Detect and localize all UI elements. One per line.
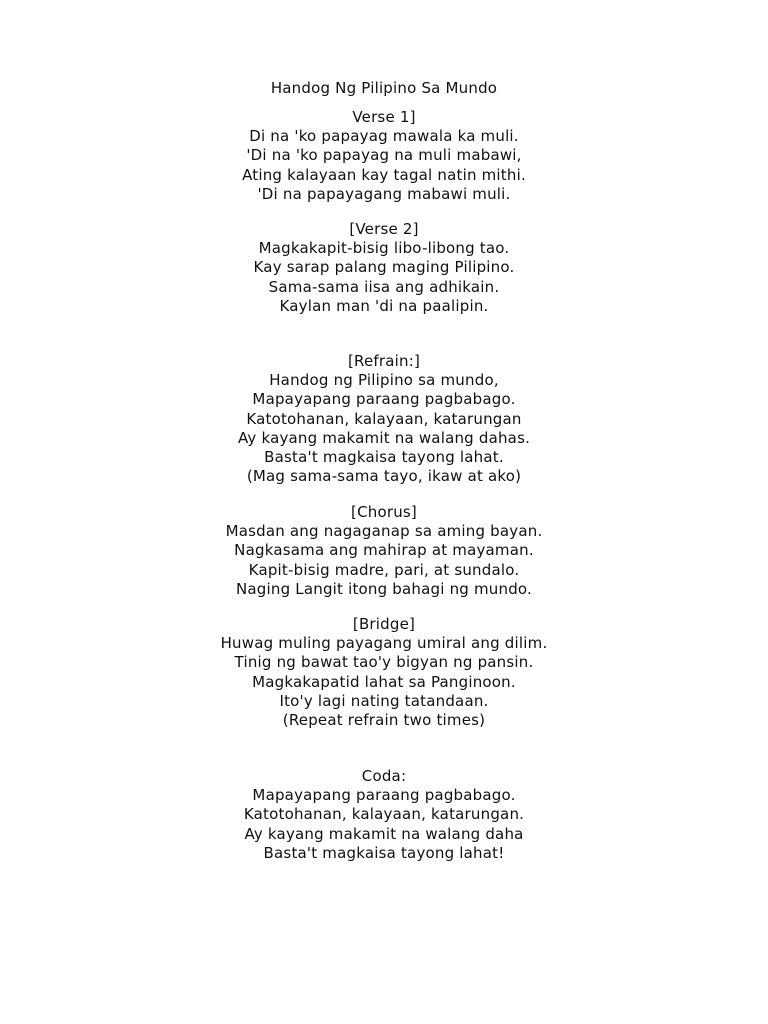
lyric-line: Naging Langit itong bahagi ng mundo. xyxy=(235,579,532,598)
lyric-line: Magkakapatid lahat sa Panginoon. xyxy=(252,672,516,691)
lyric-line: Masdan ang nagaganap sa aming bayan. xyxy=(225,522,543,541)
lyric-line: Basta't magkaisa tayong lahat. xyxy=(264,447,504,466)
lyric-line: Mapayapang paraang pagbabago. xyxy=(252,390,516,409)
lyric-line: Sama-sama iisa ang adhikain. xyxy=(268,277,500,296)
lyric-line: Ay kayang makamit na walang dahas. xyxy=(237,428,531,447)
verse-2-section xyxy=(0,220,768,316)
section-heading: Coda: xyxy=(361,767,407,785)
section-heading: [Chorus] xyxy=(351,503,417,521)
lyric-line: Ito'y lagi nating tatandaan. xyxy=(279,691,489,710)
lyric-line: Tinig ng bawat tao'y bigyan ng pansin. xyxy=(234,653,534,672)
lyric-line: Katotohanan, kalayaan, katarungan xyxy=(246,409,522,428)
lyric-line: Kapit-bisig madre, pari, at sundalo. xyxy=(248,560,520,579)
lyric-line: 'Di na papayagang mabawi muli. xyxy=(257,184,511,203)
chorus-section xyxy=(0,503,768,599)
refrain-section xyxy=(0,352,768,486)
section-heading: [Bridge] xyxy=(352,615,416,633)
section-heading: Verse 1] xyxy=(352,108,416,126)
verse-1-section xyxy=(0,108,768,204)
lyric-line: Di na 'ko papayag mawala ka muli. xyxy=(249,127,519,146)
lyric-line: Mapayapang paraang pagbabago. xyxy=(252,786,516,805)
section-heading: [Verse 2] xyxy=(349,220,419,238)
lyric-line: Basta't magkaisa tayong lahat! xyxy=(263,843,505,862)
section-heading: [Refrain:] xyxy=(347,352,421,370)
lyric-line: Nagkasama ang mahirap at mayaman. xyxy=(234,541,534,560)
lyric-line: (Repeat refrain two times) xyxy=(282,710,486,729)
lyric-line: Katotohanan, kalayaan, katarungan. xyxy=(243,805,525,824)
bridge-section xyxy=(0,615,768,730)
lyric-line: Huwag muling payagang umiral ang dilim. xyxy=(220,634,548,653)
lyric-line: Ay kayang makamit na walang daha xyxy=(244,824,524,843)
page-title: Handog Ng Pilipino Sa Mundo xyxy=(270,79,498,97)
lyric-line: Kaylan man 'di na paalipin. xyxy=(279,296,489,315)
lyric-line: Ating kalayaan kay tagal natin mithi. xyxy=(242,165,526,184)
lyric-line: 'Di na 'ko papayag na muli mabawi, xyxy=(246,146,522,165)
lyric-line: (Mag sama-sama tayo, ikaw at ako) xyxy=(246,467,522,486)
coda-section xyxy=(0,767,768,863)
lyric-line: Handog ng Pilipino sa mundo, xyxy=(269,371,499,390)
lyric-line: Magkakapit-bisig libo-libong tao. xyxy=(258,239,510,258)
lyric-line: Kay sarap palang maging Pilipino. xyxy=(253,258,515,277)
